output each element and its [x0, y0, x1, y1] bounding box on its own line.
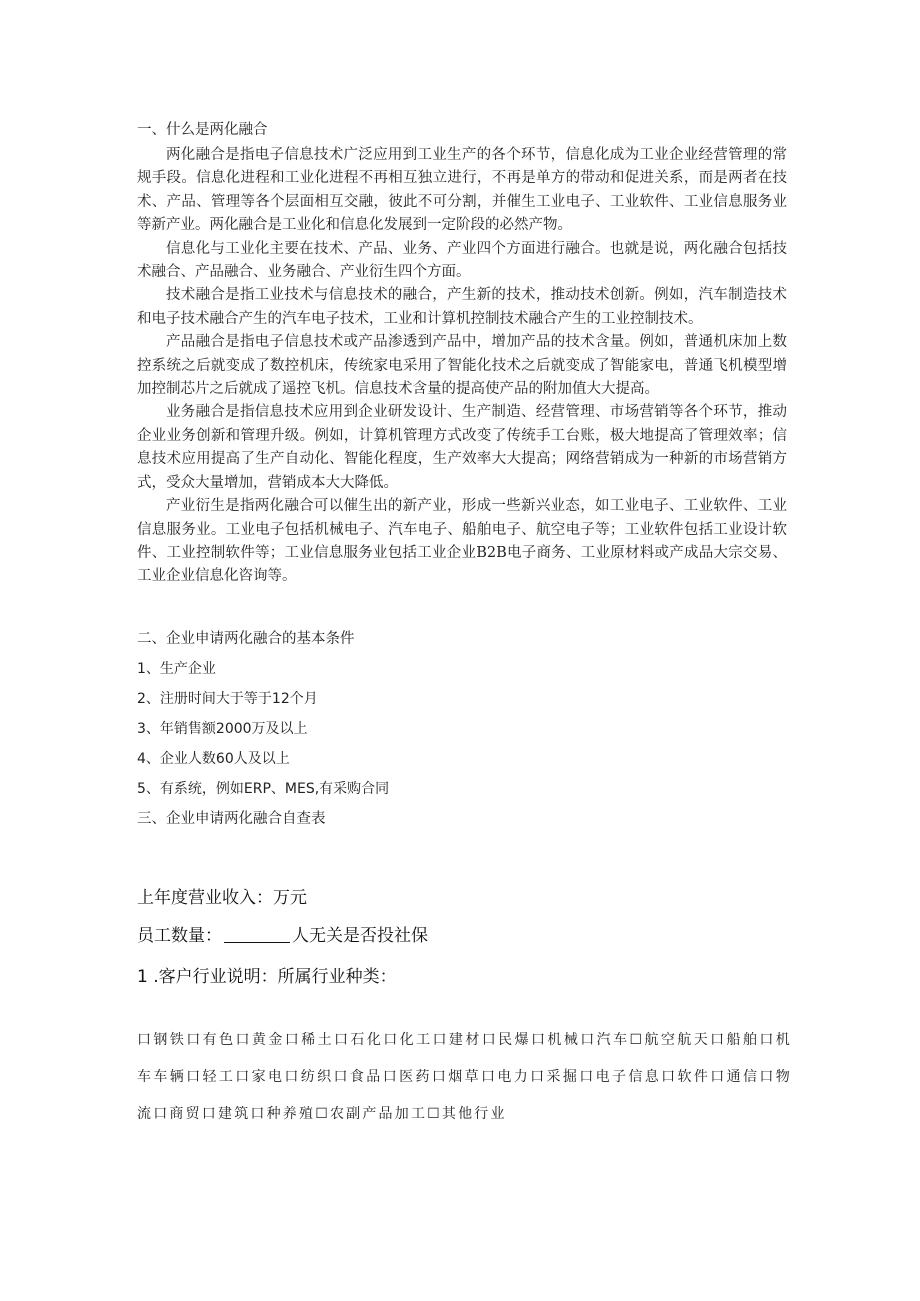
industry-field-label: 1 .客户行业说明：所属行业种类： — [137, 967, 397, 987]
condition-item-4: 4、企业人数60人及以上 — [137, 751, 290, 767]
condition-item-5: 5、有系统，例如ERP、MES,有采购合同 — [137, 781, 390, 797]
condition-item-2: 2、注册时间大于等于12个月 — [137, 691, 318, 707]
section2-title: 二、企业申请两化融合的基本条件 — [137, 631, 355, 647]
paragraph-industry-derivation: 产业衍生是指两化融合可以催生出的新产业，形成一些新兴业态，如工业电子、工业软件、工业信息服务业。工业电子包括机械电子、汽车电子、船舶电子、航空电子等；工业软件包括工业设计软件、工业控制软件等；工业信息服务业包括工业企业B2B电子商务、工业原材料或产成品大宗交易、工业企业信息化咨询等。 — [137, 498, 787, 585]
paragraph-tech-fusion: 技术融合是指工业技术与信息技术的融合，产生新的技术，推动技术创新。例如，汽车制造技术和电子技术融合产生的汽车电子技术，工业和计算机控制技术融合产生的工业控制技术。 — [137, 287, 787, 327]
staff-field-label: 员工数量： — [137, 926, 222, 946]
staff-field-row — [137, 924, 428, 948]
condition-item-1: 1、生产企业 — [137, 661, 216, 677]
paragraph-business-fusion: 业务融合是指信息技术应用到企业研发设计、生产制造、经营管理、市场营销等各个环节，推动企业业务创新和管理升级。例如，计算机管理方式改变了传统手工台账，极大地提高了管理效率；信息技术应用提高了生产自动化、智能化程度，生产效率大大提高；网络营销成为一种新的市场营销方式，受众大量增加，营销成本大大降低。 — [137, 404, 787, 491]
revenue-field-label: 上年度营业收入：万元 — [137, 888, 307, 908]
condition-item-3: 3、年销售额2000万及以上 — [137, 721, 308, 737]
paragraph-definition: 两化融合是指电子信息技术广泛应用到工业生产的各个环节，信息化成为工业企业经营管理的常规手段。信息化进程和工业化进程不再相互独立进行，不再是单方的带动和促进关系，而是两者在技术、产品、管理等各个层面相互交融，彼此不可分割，并催生工业电子、工业软件、工业信息服务业等新产业。两化融合是工业化和信息化发展到一定阶段的必然产物。 — [137, 147, 787, 234]
section3-title: 三、企业申请两化融合自查表 — [137, 811, 326, 827]
paragraph-four-aspects: 信息化与工业化主要在技术、产品、业务、产业四个方面进行融合。也就是说，两化融合包括技术融合、产品融合、业务融合、产业衍生四个方面。 — [137, 240, 787, 281]
section1-title: 一、什么是两化融合 — [137, 122, 268, 138]
section1-body — [137, 144, 787, 589]
staff-count-blank[interactable] — [224, 924, 290, 943]
staff-field-suffix: 人无关是否投社保 — [292, 926, 428, 946]
industry-checkbox-list[interactable]: 口钢铁口有色口黄金口稀土口石化口化工口建材口民爆口机械口汽车☐航空航天口船舶口机车车辆口轻工口家电口纺织口食品口医药口烟草口电力口采掘口电子信息口软件口通信口物流口商贸口建筑口种养殖☐农副产品加工☐其他行业 — [137, 1032, 792, 1122]
paragraph-product-fusion: 产品融合是指电子信息技术或产品渗透到产品中，增加产品的技术含量。例如，普通机床加上数控系统之后就变成了数控机床，传统家电采用了智能化技术之后就变成了智能家电，普通飞机模型增加控制芯片之后就成了遥控飞机。信息技术含量的提高使产品的附加值大大提高。 — [137, 334, 787, 398]
